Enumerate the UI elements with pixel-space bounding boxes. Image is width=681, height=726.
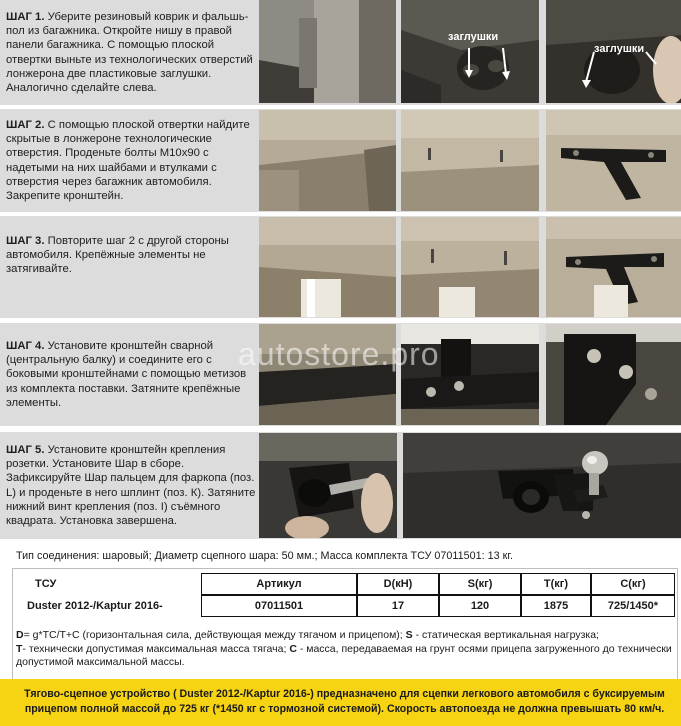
step-5-photo-1	[259, 433, 397, 538]
spec-table	[15, 573, 675, 617]
spec-cell-model: Duster 2012-/Kaptur 2016-	[15, 595, 201, 617]
step-1-photo-2	[401, 0, 539, 103]
legend-s-text: - статическая вертикальная нагрузка;	[412, 629, 599, 641]
spec-cell-article: 07011501	[201, 595, 357, 617]
step-5-text	[6, 432, 256, 539]
step-4-text	[6, 323, 256, 426]
spec-header-article: Артикул	[201, 573, 357, 595]
legend-c-key: C	[289, 642, 297, 655]
step-4-description: Установите кронштейн сварной (центральную балку) и соедините его с боковыми кронштейнами с помощью метизов из комплекта поставки. Затяните крепёжные элементы.	[6, 339, 247, 409]
step-3-photo-1	[259, 217, 396, 317]
step-4-photo-2	[401, 324, 539, 425]
spec-cell-c: 725/1450*	[591, 595, 675, 617]
legend-c-text: - масса, передаваемая на грунт осями прицепа загруженного до технически допустимой максимальной массы.	[16, 642, 672, 669]
step-3-description: Повторите шаг 2 с другой стороны автомобиля. Крепёжные элементы не затягивайте.	[6, 235, 229, 276]
step-3-text	[6, 216, 256, 318]
step-4-label: ШАГ 4.	[6, 339, 45, 352]
spec-cell-d: 17	[357, 595, 439, 617]
step-1-description: Уберите резиновый коврик и фальшь-пол из багажника. Откройте нишу в правой панели багажника. С помощью плоской отвертки выньте из технологических отверстий лонжерона две пластиковые заглушки. Аналогично сделайте слева.	[6, 10, 253, 94]
step-1-photo-2-caption: заглушки	[448, 31, 499, 43]
step-2-description: С помощью плоской отвертки найдите скрытые в лонжероне технологические отверстия. Проденьте болты М10х90 с надетыми на них шайбами и втулками с отверстия через багажник автомобиля. Закрепите кронштейн.	[6, 118, 250, 202]
step-2-photo-2	[401, 110, 539, 211]
spec-table-header-row	[15, 573, 675, 595]
spec-header-t: T(кг)	[521, 573, 591, 595]
legend-d-text: = g*TC/T+C (горизонтальная сила, действующая между тягачом и прицепом);	[23, 629, 403, 641]
step-3-label: ШАГ 3.	[6, 235, 45, 247]
step-2-text	[6, 109, 256, 212]
step-2-photo-3	[546, 110, 681, 211]
legend-d-key: D	[16, 629, 24, 641]
step-5-photo-2	[403, 433, 681, 538]
step-1-text	[6, 0, 256, 105]
connection-info: Тип соединения: шаровый; Диаметр сцепного шара: 50 мм.; Масса комплекта ТСУ 07011501: 13 кг.	[16, 550, 514, 562]
usage-banner: Тягово-сцепное устройство ( Duster 2012-/Kaptur 2016-) предназначено для сцепки легкового автомобиля с буксируемым прицепом полной массой до 725 кг (*1450 кг с тормозной системой). Скорость автопоезда не должна превышать 80 км/ч.	[0, 679, 681, 726]
spec-cell-s: 120	[439, 595, 521, 617]
step-2-photo-1	[259, 110, 396, 211]
step-3-photo-2	[401, 217, 539, 317]
step-5-description: Установите кронштейн крепления розетки. Установите Шар в сборе. Зафиксируйте Шар пальцем для фаркопа (поз. L) и проденьте в него шплинт (поз. К). Затяните нижний винт крепления (поз. I) съёмного квадрата. Установка завершена.	[6, 443, 256, 527]
spec-header-tsu: ТСУ	[15, 573, 201, 595]
step-3-photo-3	[546, 217, 681, 317]
step-4-photo-3	[546, 324, 681, 425]
spec-header-s: S(кг)	[439, 573, 521, 595]
spec-table-row	[15, 595, 675, 617]
step-1-photo-3-caption: заглушки	[594, 43, 645, 55]
watermark: autostore.pro	[238, 336, 440, 372]
step-1-photo-1	[259, 0, 396, 103]
spec-cell-t: 1875	[521, 595, 591, 617]
step-2-label: ШАГ 2.	[6, 118, 45, 131]
spec-legend	[16, 629, 676, 670]
spec-header-d: D(кН)	[357, 573, 439, 595]
legend-t-key: T	[16, 642, 23, 655]
step-1-label: ШАГ 1.	[6, 10, 45, 23]
legend-t-text: - технически допустимая максимальная масса тягача;	[22, 642, 287, 655]
step-5-label: ШАГ 5.	[6, 443, 45, 456]
legend-s-key: S	[405, 629, 413, 641]
spec-header-c: C(кг)	[591, 573, 675, 595]
step-4-photo-1	[259, 324, 396, 425]
